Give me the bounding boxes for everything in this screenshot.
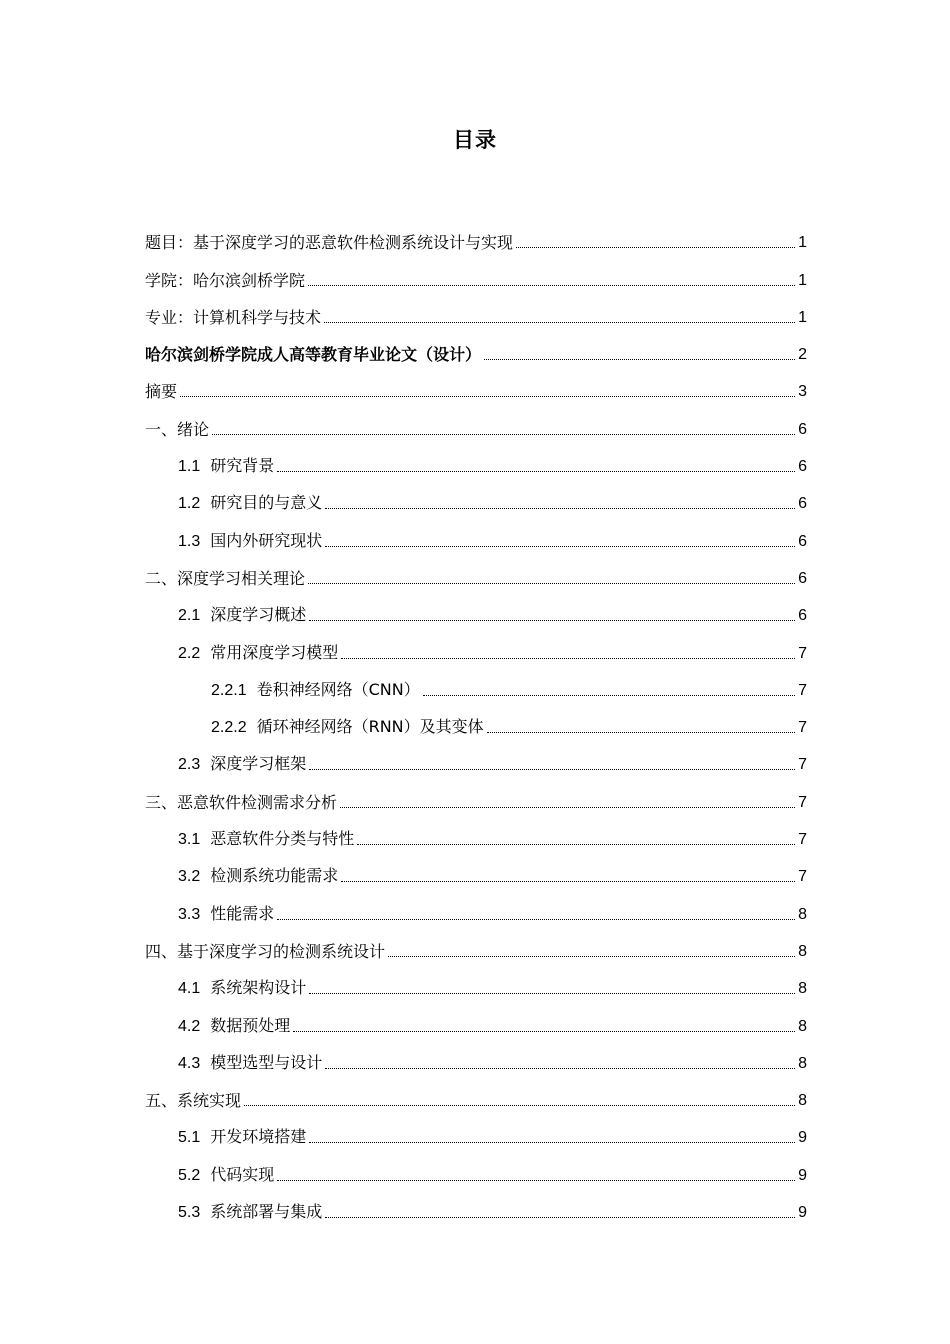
toc-entry-label: 深度学习框架	[210, 754, 307, 774]
toc-leader-dots	[309, 993, 795, 994]
toc-entry-label: 研究目的与意义	[210, 493, 323, 513]
toc-entry[interactable]	[145, 292, 807, 329]
toc-entry[interactable]	[145, 963, 807, 1000]
toc-entry-label: 数据预处理	[210, 1015, 291, 1035]
toc-entry[interactable]	[145, 515, 807, 552]
toc-entry-label: 题目：基于深度学习的恶意软件检测系统设计与实现	[145, 233, 514, 253]
toc-entry-label: 深度学习概述	[210, 605, 307, 625]
toc-entry-page: 6	[798, 607, 807, 625]
toc-entry-page: 3	[798, 383, 807, 401]
toc-entry-label: 研究背景	[210, 456, 275, 476]
toc-entry[interactable]	[145, 1149, 807, 1186]
toc-leader-dots	[308, 583, 795, 584]
toc-entry[interactable]	[145, 366, 807, 403]
toc-entry-page: 7	[798, 681, 807, 699]
toc-leader-dots	[309, 1142, 795, 1143]
toc-entry[interactable]	[145, 590, 807, 627]
toc-entry-number: 1.3	[178, 532, 201, 550]
toc-entry[interactable]	[145, 441, 807, 478]
toc-entry-page: 7	[798, 793, 807, 811]
toc-entry[interactable]	[145, 403, 807, 440]
toc-entry-page: 8	[798, 905, 807, 923]
toc-entry-page: 7	[798, 719, 807, 737]
toc-entry-label: 卷积神经网络（CNN）	[256, 679, 420, 699]
toc-entry[interactable]	[145, 1075, 807, 1112]
toc-leader-dots	[484, 359, 795, 360]
toc-entry-page: 7	[798, 756, 807, 774]
toc-entry-page: 6	[798, 420, 807, 438]
toc-leader-dots	[388, 956, 795, 957]
toc-entry-number: 5.2	[178, 1166, 201, 1184]
toc-leader-dots	[325, 546, 795, 547]
toc-entry[interactable]	[145, 814, 807, 851]
toc-leader-dots	[308, 285, 795, 286]
toc-leader-dots	[487, 732, 795, 733]
toc-entry[interactable]	[145, 665, 807, 702]
toc-entry-page: 1	[798, 271, 807, 289]
toc-entry[interactable]	[145, 478, 807, 515]
toc-entry-label: 摘要	[145, 382, 178, 402]
toc-entry-label: 一、绪论	[145, 419, 210, 439]
toc-entry-page: 8	[798, 942, 807, 960]
toc-entry[interactable]	[145, 739, 807, 776]
toc-leader-dots	[309, 620, 795, 621]
toc-leader-dots	[325, 1217, 795, 1218]
toc-entry-page: 2	[798, 346, 807, 364]
toc-entry[interactable]	[145, 851, 807, 888]
toc-leader-dots	[293, 1031, 795, 1032]
toc-entry-label: 国内外研究现状	[210, 530, 323, 550]
toc-leader-dots	[309, 769, 795, 770]
toc-entry[interactable]	[145, 329, 807, 366]
toc-entry-label: 性能需求	[210, 903, 275, 923]
toc-entry[interactable]	[145, 553, 807, 590]
toc-entry-number: 2.2	[178, 644, 201, 662]
toc-entry-page: 8	[798, 1017, 807, 1035]
toc-entry-page: 7	[798, 868, 807, 886]
toc-entry-label: 模型选型与设计	[210, 1052, 323, 1072]
toc-leader-dots	[423, 695, 795, 696]
toc-entry-label: 系统架构设计	[210, 978, 307, 998]
toc-entry-page: 6	[798, 569, 807, 587]
toc-leader-dots	[180, 396, 795, 397]
toc-entry-number: 3.3	[178, 905, 201, 923]
toc-entry-label: 代码实现	[210, 1164, 275, 1184]
toc-entry[interactable]	[145, 1187, 807, 1224]
toc-leader-dots	[341, 658, 795, 659]
toc-leader-dots	[325, 508, 795, 509]
toc-entry[interactable]	[145, 627, 807, 664]
toc-leader-dots	[212, 434, 795, 435]
toc-entry-page: 9	[798, 1204, 807, 1222]
toc-entry-number: 2.1	[178, 607, 201, 625]
toc-entry-number: 4.1	[178, 980, 201, 998]
toc-leader-dots	[325, 1068, 795, 1069]
toc-list	[145, 217, 807, 1224]
toc-entry-number: 5.1	[178, 1129, 201, 1147]
toc-entry-number: 2.2.1	[211, 681, 247, 699]
toc-entry-number: 2.3	[178, 756, 201, 774]
toc-entry-label: 四、基于深度学习的检测系统设计	[145, 941, 386, 961]
toc-leader-dots	[341, 881, 795, 882]
toc-entry-number: 1.2	[178, 495, 201, 513]
toc-entry[interactable]	[145, 217, 807, 254]
toc-entry-label: 专业：计算机科学与技术	[145, 307, 322, 327]
toc-entry-number: 3.2	[178, 868, 201, 886]
toc-leader-dots	[277, 919, 795, 920]
toc-entry-label: 五、系统实现	[145, 1091, 242, 1111]
toc-leader-dots	[516, 247, 795, 248]
toc-entry-label: 学院：哈尔滨剑桥学院	[145, 270, 306, 290]
toc-leader-dots	[244, 1105, 795, 1106]
toc-entry[interactable]	[145, 1112, 807, 1149]
toc-entry[interactable]	[145, 776, 807, 813]
toc-entry-page: 6	[798, 495, 807, 513]
toc-entry-page: 8	[798, 1054, 807, 1072]
toc-entry-page: 1	[798, 308, 807, 326]
toc-entry-label: 开发环境搭建	[210, 1127, 307, 1147]
toc-entry-label: 常用深度学习模型	[210, 642, 339, 662]
toc-entry-page: 8	[798, 1092, 807, 1110]
toc-entry-label: 检测系统功能需求	[210, 866, 339, 886]
toc-leader-dots	[277, 1180, 795, 1181]
toc-entry-label: 二、深度学习相关理论	[145, 568, 306, 588]
toc-entry[interactable]	[145, 702, 807, 739]
toc-leader-dots	[340, 807, 795, 808]
toc-entry[interactable]	[145, 254, 807, 291]
toc-entry[interactable]	[145, 1000, 807, 1037]
toc-entry-label: 哈尔滨剑桥学院成人高等教育毕业论文（设计）	[145, 345, 482, 365]
toc-entry[interactable]	[145, 1038, 807, 1075]
toc-entry-number: 2.2.2	[211, 719, 247, 737]
toc-entry-label: 循环神经网络（RNN）及其变体	[256, 717, 484, 737]
toc-leader-dots	[277, 471, 795, 472]
toc-entry-number: 1.1	[178, 458, 201, 476]
toc-entry[interactable]	[145, 888, 807, 925]
toc-entry-page: 9	[798, 1166, 807, 1184]
toc-entry-number: 5.3	[178, 1204, 201, 1222]
toc-entry-label: 恶意软件分类与特性	[210, 829, 355, 849]
toc-entry-page: 6	[798, 458, 807, 476]
toc-title: 目录	[453, 128, 497, 152]
toc-entry-page: 6	[798, 532, 807, 550]
toc-entry-number: 4.2	[178, 1017, 201, 1035]
toc-entry-page: 7	[798, 644, 807, 662]
toc-entry-label: 三、恶意软件检测需求分析	[145, 792, 338, 812]
toc-entry-page: 9	[798, 1129, 807, 1147]
toc-leader-dots	[324, 322, 795, 323]
toc-leader-dots	[357, 844, 795, 845]
toc-entry[interactable]	[145, 926, 807, 963]
toc-entry-number: 3.1	[178, 831, 201, 849]
toc-entry-page: 1	[798, 234, 807, 252]
toc-entry-label: 系统部署与集成	[210, 1202, 323, 1222]
toc-entry-page: 7	[798, 831, 807, 849]
toc-entry-page: 8	[798, 980, 807, 998]
toc-entry-number: 4.3	[178, 1054, 201, 1072]
